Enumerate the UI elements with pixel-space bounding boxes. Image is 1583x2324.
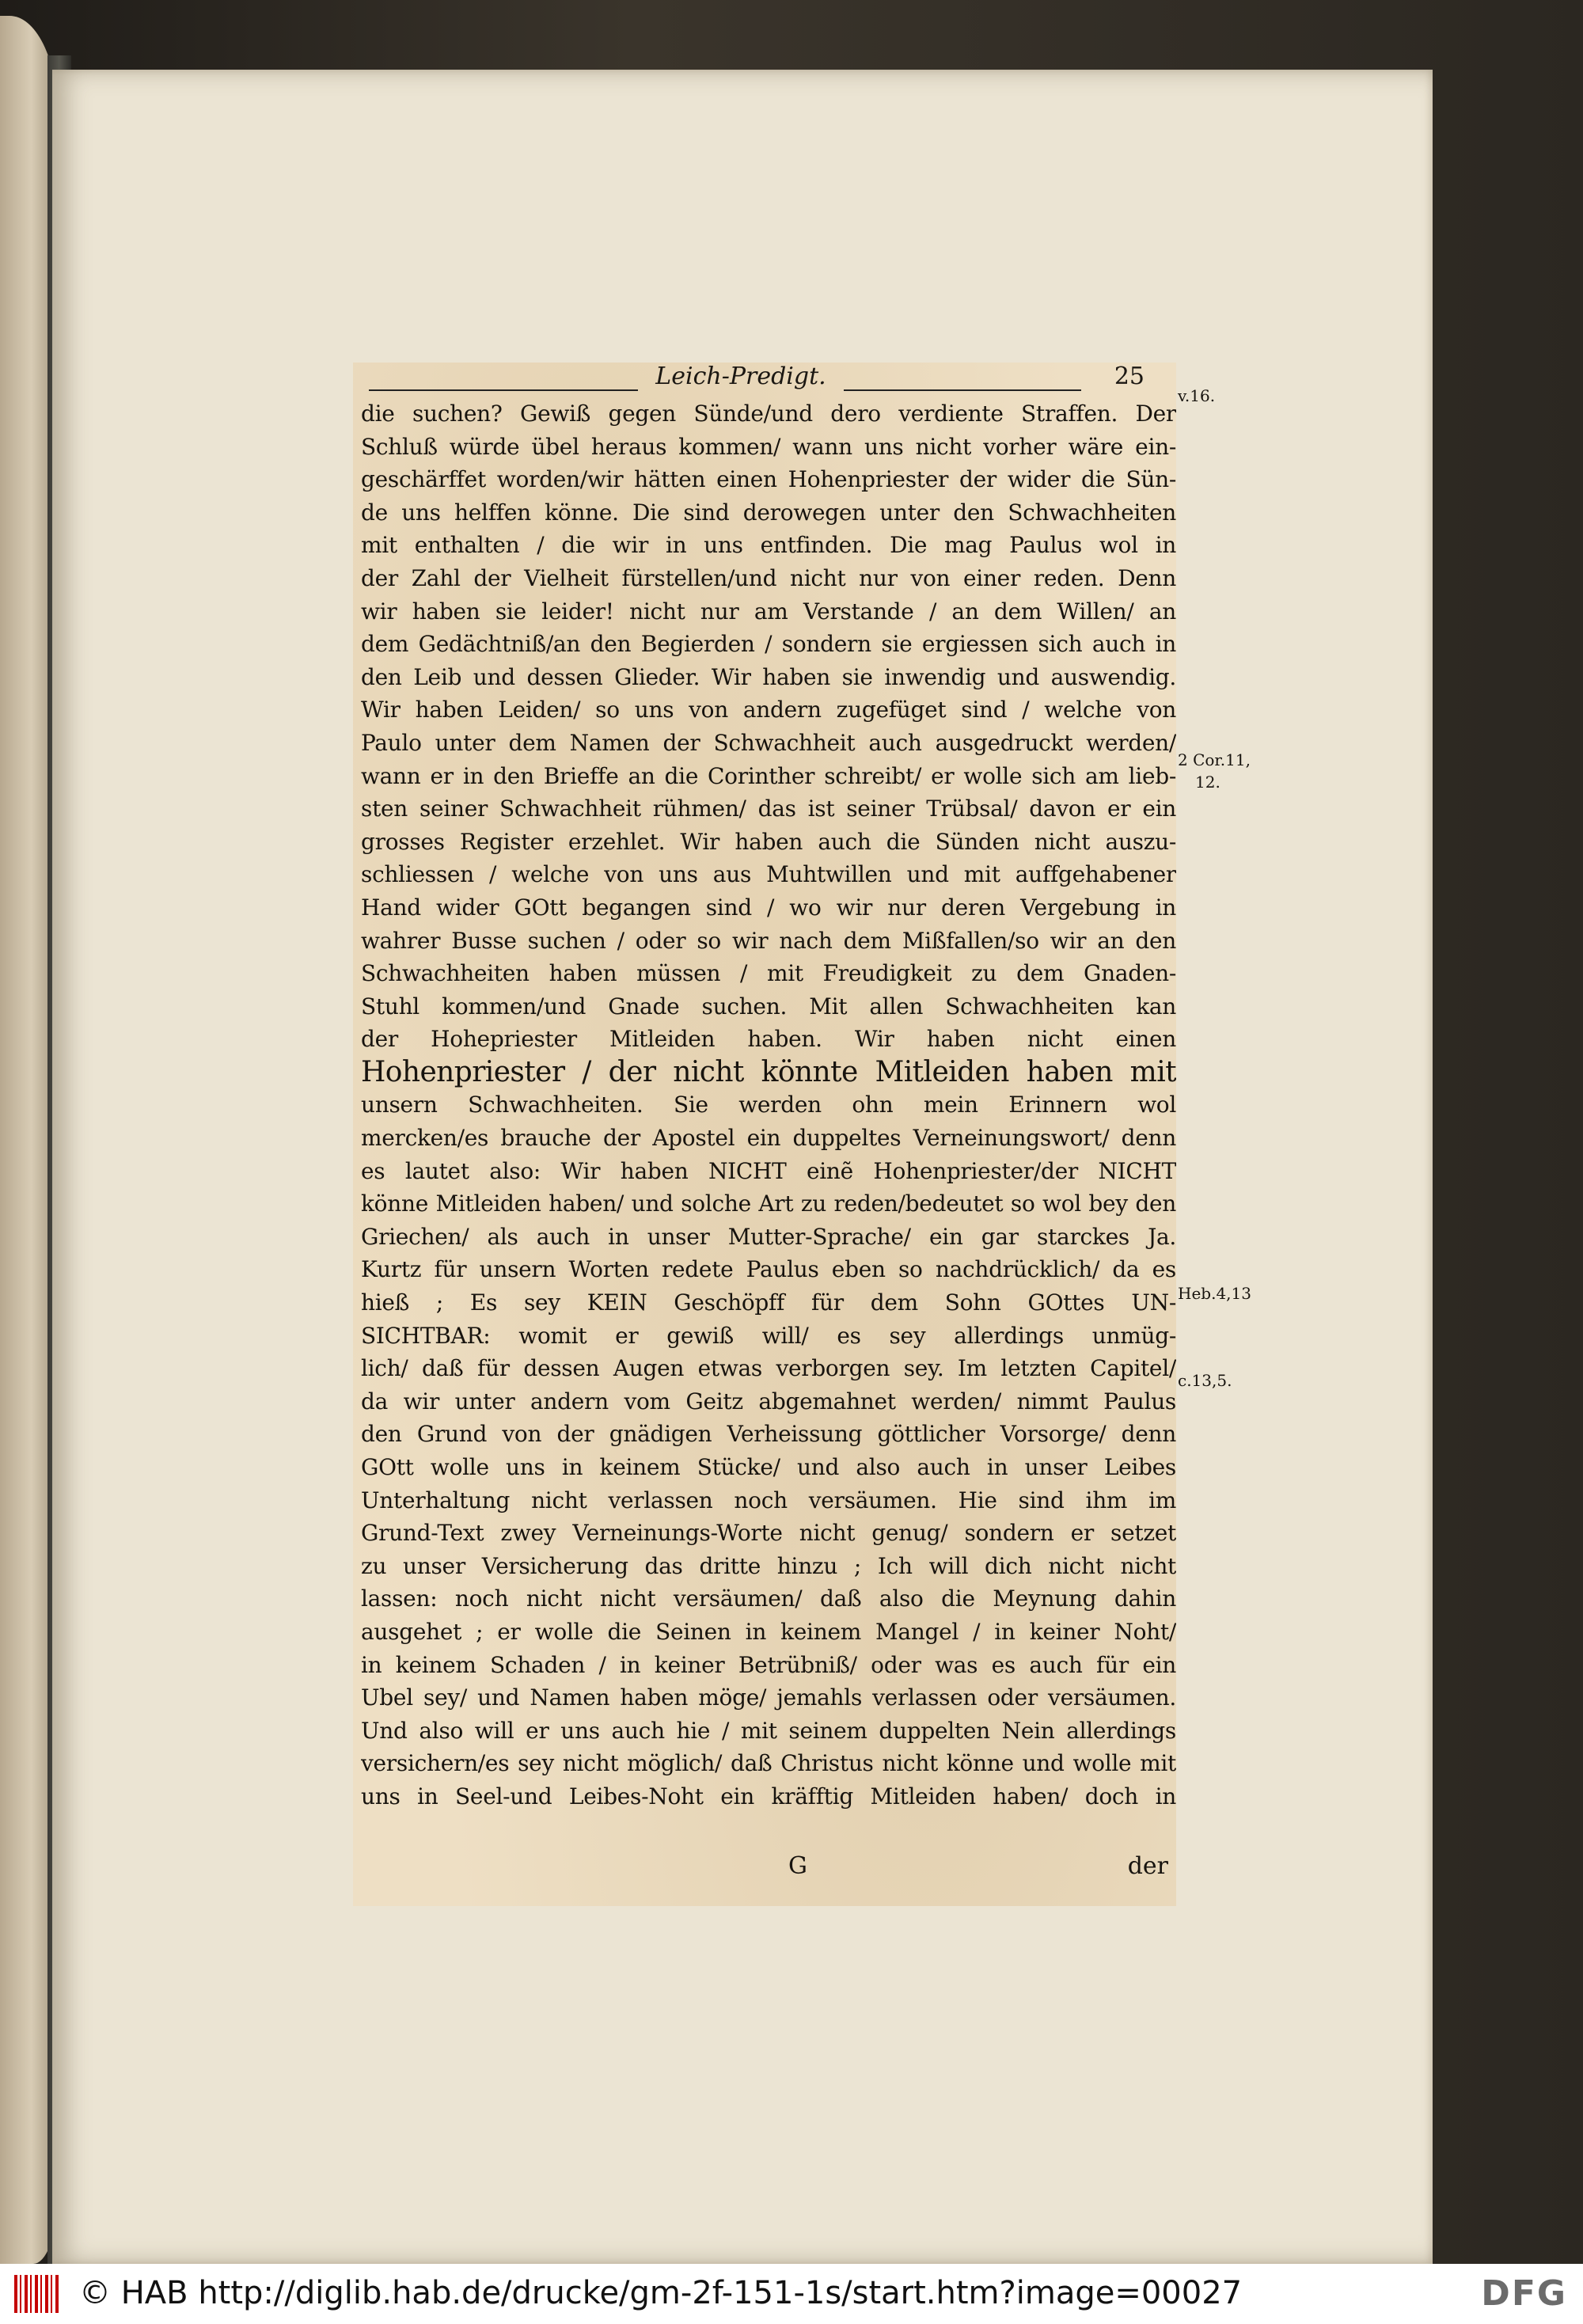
signature-mark: G (788, 1852, 807, 1880)
text-line: unsern Schwachheiten. Sie werden ohn mein Erinnern wol (361, 1092, 1176, 1118)
signature-row (361, 1852, 1176, 1885)
text-line: schliessen / welche von uns aus Muhtwillen und mit auffgehabener (361, 861, 1176, 888)
running-head-rule-left (369, 389, 638, 391)
text-line: Ubel sey/ und Namen haben möge/ jemahls verlassen oder versäumen. (361, 1684, 1176, 1711)
text-line: Paulo unter dem Namen der Schwachheit auch ausgedruckt werden/ (361, 729, 1176, 756)
text-line: sten seiner Schwachheit rühmen/ das ist seiner Trübsal/ davon er ein (361, 796, 1176, 822)
text-line: wahrer Busse suchen / oder so wir nach dem Mißfallen/so wir an den (361, 927, 1176, 954)
text-line: versichern/es sey nicht möglich/ daß Christus nicht könne und wolle mit (361, 1750, 1176, 1777)
margin-note: 2 Cor.11, (1178, 750, 1251, 769)
running-head-title: Leich-Predigt. (655, 363, 826, 390)
text-line: Hand wider GOtt begangen sind / wo wir nur deren Vergebung in (361, 894, 1176, 921)
copyright-link[interactable]: © HAB http://diglib.hab.de/drucke/gm-2f-151-1s/start.htm?image=00027 (79, 2275, 1243, 2311)
text-line: geschärffet worden/wir hätten einen Hohenpriester der wider die Sün- (361, 466, 1176, 493)
text-line: Kurtz für unsern Worten redete Paulus eben so nachdrücklich/ da es (361, 1256, 1176, 1283)
printed-sheet (353, 363, 1176, 1906)
dfg-logo: DFG (1481, 2273, 1567, 2314)
margin-note: v.16. (1178, 386, 1216, 405)
text-line: de uns helffen könne. Die sind derowegen unter den Schwachheiten (361, 499, 1176, 526)
text-line: hieß ; Es sey KEIN Geschöpff für dem Sohn GOttes UN- (361, 1289, 1176, 1316)
margin-note: c.13,5. (1178, 1371, 1232, 1390)
margin-note: Heb.4,13 (1178, 1284, 1251, 1303)
barcode-logo-icon (14, 2275, 59, 2313)
text-line: zu unser Versicherung das dritte hinzu ; Ich will dich nicht nicht (361, 1552, 1176, 1579)
text-line: wir haben sie leider! nicht nur am Verstande / an dem Willen/ an (361, 598, 1176, 625)
text-line: wann er in den Brieffe an die Corinther schreibt/ er wolle sich am lieb- (361, 762, 1176, 789)
text-line: lassen: noch nicht nicht versäumen/ daß also die Meynung dahin (361, 1585, 1176, 1612)
text-line: Wir haben Leiden/ so uns von andern zugefüget sind / welche von (361, 697, 1176, 723)
text-line: den Leib und dessen Glieder. Wir haben sie inwendig und auswendig. (361, 663, 1176, 690)
text-line: lich/ daß für dessen Augen etwas verborgen sey. Im letzten Capitel/ (361, 1355, 1176, 1382)
text-line: Grund-Text zwey Verneinungs-Worte nicht genug/ sondern er setzet (361, 1520, 1176, 1547)
page-number: 25 (1114, 363, 1145, 390)
text-line: mercken/es brauche der Apostel ein duppeltes Verneinungswort/ denn (361, 1125, 1176, 1152)
body-text (361, 397, 1176, 1846)
text-line: da wir unter andern vom Geitz abgemahnet werden/ nimmt Paulus (361, 1388, 1176, 1415)
text-line: Und also will er uns auch hie / mit seinem duppelten Nein allerdings (361, 1717, 1176, 1744)
text-line: ausgehet ; er wolle die Seinen in keinem Mangel / in keiner Noht/ (361, 1618, 1176, 1645)
text-line: könne Mitleiden haben/ und solche Art zu reden/bedeutet so wol bey den (361, 1190, 1176, 1217)
text-line: Schluß würde übel heraus kommen/ wann uns nicht vorher wäre ein- (361, 433, 1176, 460)
text-line: Unterhaltung nicht verlassen noch versäumen. Hie sind ihm im (361, 1487, 1176, 1513)
margin-note: 12. (1195, 773, 1220, 792)
text-line: grosses Register erzehlet. Wir haben auch die Sünden nicht auszu- (361, 828, 1176, 855)
text-line: uns in Seel-und Leibes-Noht ein kräfftig Mitleiden haben/ doch in (361, 1783, 1176, 1809)
catchword: der (1127, 1852, 1168, 1880)
text-line: in keinem Schaden / in keiner Betrübniß/ oder was es auch für ein (361, 1651, 1176, 1678)
text-line: Griechen/ als auch in unser Mutter-Sprache/ ein gar starckes Ja. (361, 1223, 1176, 1250)
text-line: Schwachheiten haben müssen / mit Freudigkeit zu dem Gnaden- (361, 960, 1176, 987)
text-line: GOtt wolle uns in keinem Stücke/ und also auch in unser Leibes (361, 1454, 1176, 1480)
text-line (361, 1813, 1176, 1847)
text-line: der Zahl der Vielheit fürstellen/und nicht nur von einer reden. Denn (361, 564, 1176, 591)
text-line: es lautet also: Wir haben NICHT einẽ Hohenpriester/der NICHT (361, 1157, 1176, 1184)
text-line: den Grund von der gnädigen Verheissung göttlicher Vorsorge/ denn (361, 1421, 1176, 1448)
text-line: die suchen? Gewiß gegen Sünde/und dero verdiente Straffen. Der (361, 401, 1176, 427)
text-line: mit enthalten / die wir in uns entfinden. Die mag Paulus wol in (361, 532, 1176, 559)
running-head-rule-right (844, 389, 1081, 391)
text-line: SICHTBAR: womit er gewiß will/ es sey allerdings unmüg- (361, 1322, 1176, 1349)
text-line: Stuhl kommen/und Gnade suchen. Mit allen Schwachheiten kan (361, 993, 1176, 1020)
footer-bar (0, 2264, 1583, 2324)
text-line-emphasis: Hohenpriester / der nicht könnte Mitleiden haben mit (361, 1055, 1176, 1088)
book-page (52, 70, 1433, 2264)
text-line: dem Gedächtniß/an den Begierden / sondern sie ergiessen sich auch in (361, 631, 1176, 658)
text-line: der Hohepriester Mitleiden haben. Wir haben nicht einen (361, 1026, 1176, 1053)
running-head (369, 363, 1160, 394)
